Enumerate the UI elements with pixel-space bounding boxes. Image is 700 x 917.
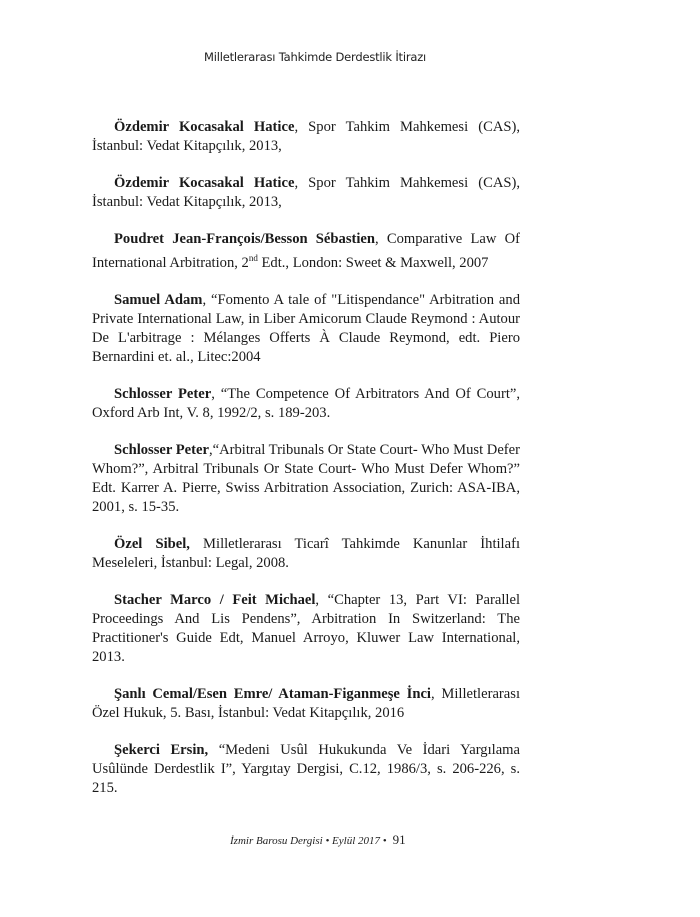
reference-text: Milletlerarası Ticarî Tahkimde Kanunlar İhtilafı Meseleleri, İstanbul: Legal, 2008. bbox=[92, 535, 521, 571]
reference-entry bbox=[92, 591, 520, 667]
reference-text: “Medeni Usûl Hukukunda Ve İdari Yargılama Usûlünde Derdestlik I”, Yargıtay Dergisi, C.12, 1986/3, s. 206-226, s. 215. bbox=[92, 741, 520, 796]
reference-text: , Comparative Law Of International Arbitration, 2 bbox=[92, 231, 520, 271]
reference-author: Samuel Adam bbox=[114, 291, 203, 308]
reference-entry bbox=[92, 291, 520, 367]
reference-text: , Spor Tahkim Mahkemesi (CAS), İstanbul: Vedat Kitapçılık, 2013, bbox=[92, 119, 520, 154]
reference-text-continued: Edt., London: Sweet & Maxwell, 2007 bbox=[257, 254, 489, 271]
reference-author: Stacher Marco / Feit Michael bbox=[114, 591, 316, 608]
reference-text: , Milletlerarası Özel Hukuk, 5. Bası, İstanbul: Vedat Kitapçılık, 2016 bbox=[92, 685, 520, 721]
reference-text: , “Chapter 13, Part VI: Parallel Proceedings And Lis Pendens”, Arbitration In Switzerland: The Practitioner's Guide Edt, Manuel Arroyo, Kluwer Law International, 2013. bbox=[92, 591, 520, 665]
reference-text: , “The Competence Of Arbitrators And Of Court”, Oxford Arb Int, V. 8, 1992/2, s. 189-203. bbox=[92, 385, 520, 421]
reference-author: Schlosser Peter bbox=[114, 385, 212, 402]
page-number: 91 bbox=[392, 832, 406, 847]
reference-text: , Spor Tahkim Mahkemesi (CAS), İstanbul: Vedat Kitapçılık, 2013, bbox=[92, 175, 520, 210]
reference-entry bbox=[92, 535, 520, 573]
running-header: Milletlerarası Tahkimde Derdestlik İtirazı bbox=[204, 50, 427, 64]
reference-author: Şekerci Ersin, bbox=[114, 741, 209, 758]
reference-text: ,“Arbitral Tribunals Or State Court- Who Must Defer Whom?”, Arbitral Tribunals Or State Court- Who Must Defer Whom?” Edt. Karrer A. Pierre, Swiss Arbitration Association, Zurich: ASA-IBA, 2001, s. 15-35. bbox=[92, 441, 520, 515]
reference-entry bbox=[92, 118, 520, 156]
bibliography-list bbox=[92, 118, 520, 816]
ordinal-superscript: nd bbox=[248, 253, 258, 263]
reference-entry bbox=[92, 741, 520, 798]
reference-author: Özdemir Kocasakal Hatice bbox=[114, 119, 295, 135]
reference-author: Poudret Jean-François/Besson Sébastien bbox=[114, 231, 376, 247]
page-footer bbox=[230, 832, 406, 848]
reference-entry bbox=[92, 230, 520, 273]
reference-author: Özdemir Kocasakal Hatice bbox=[114, 175, 295, 191]
reference-author: Schlosser Peter bbox=[114, 441, 209, 458]
reference-author: Şanlı Cemal/Esen Emre/ Ataman-Figanmeşe İnci bbox=[114, 685, 431, 702]
reference-text: , “Fomento A tale of "Litispendance" Arbitration and Private International Law, in Liber Amicorum Claude Reymond : Autour De L'arbitrage : Mélanges Offerts À Claude Reymond, edt. Piero Bernardini et. al., Litec:2004 bbox=[92, 291, 520, 365]
reference-entry bbox=[92, 685, 520, 723]
reference-entry bbox=[92, 174, 520, 212]
journal-name: İzmir Barosu Dergisi • Eylül 2017 • bbox=[230, 835, 387, 847]
reference-author: Özel Sibel, bbox=[114, 535, 190, 552]
reference-entry bbox=[92, 441, 520, 517]
reference-entry bbox=[92, 385, 520, 423]
